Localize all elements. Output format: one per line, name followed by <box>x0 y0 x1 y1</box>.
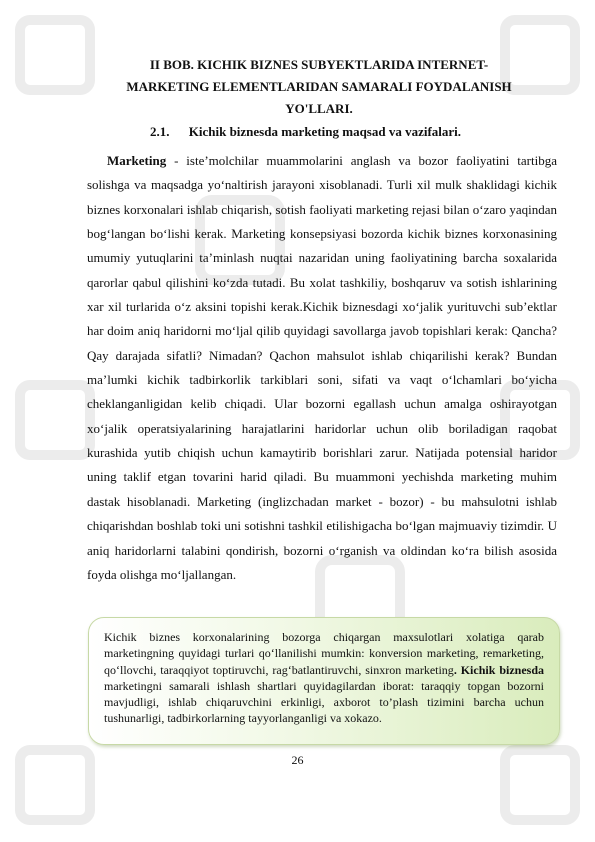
chapter-title-line-3: YO'LLARI. <box>285 101 353 116</box>
body-paragraph <box>87 149 557 587</box>
chapter-title <box>80 54 558 120</box>
callout-text-before: Kichik biznes korxonalarining bozorga chiqargan maxsulotlari xolatiga qarab marketingning quyidagi turlari qo‘llanilishi mumkin: konversion marketing, remarketing, qo‘llovchi, taraqqiyot toptiruvchi, rag‘batlantiruvchi, sinxron marketing <box>104 630 544 677</box>
chapter-title-line-1: II BOB. KICHIK BIZNES SUBYEKTLARIDA INTERNET- <box>149 57 489 72</box>
callout-text <box>104 629 544 727</box>
chapter-title-line-2: MARKETING ELEMENTLARIDAN SAMARALI FOYDALANISH <box>126 79 512 94</box>
section-number: 2.1. <box>150 124 170 139</box>
section-title: Kichik biznesda marketing maqsad va vazifalari. <box>188 124 462 139</box>
callout-bold-text: . Kichik biznesda <box>453 662 544 677</box>
callout-box <box>88 617 560 745</box>
body-paragraph-text: - iste’molchilar muammolarini anglash va bozor faoliyatini tartibga solishga va maqsadga yo‘naltirish jarayoni xisoblanadi. Turli xil mulk shaklidagi kichik biznes korxonalari ishlab chiqarish, sotish faoliyati marketing rejasi bilan o‘zaro yaqindan bog‘langan bo‘lishi kerak. Marketing konsepsiyasi bozorda kichik biznes korxonasining umumiy yutuqlarini ta’minlash nuqtai nazaridan uning faoliyatining barcha soxalarida qarorlar qabul qilishini ko‘zda tutadi. Bu xolat tashkiliy, boshqaruv va sotish ishlarining xar xil turlarida o‘z aksini topishi kerak.Kichik biznesdagi xo‘jalik yurituvchi sub’ektlar har doim aniq haridorni mo‘ljal qilib quyidagi savollarga javob topishlari kerak: Qancha? Qay darajada sifatli? Nimadan? Qachon mahsulot ishlab chiqarilishi kerak? Bundan ma’lumki kichik tadbirkorlik tarkiblari soni, sifati va vaqt o‘lchamlari bo‘yicha cheklanganligidan kelib chiqadi. Ular bozorni egallash uchun amalga oshirayotgan xo‘jalik operatsiyalarining harajatlarini haridorlar uchun olib boriladigan raqobat kurashida yutib chiqish uchun kamaytirib borishlari zarur. Natijada potensial haridor uning taklif etgan tovarini harid qiladi. Bu muammoni yechishda marketing muhim dastak hisoblanadi. Marketing (inglizchadan market - bozor) - bu mahsulotni ishlab chiqarishdan boshlab toki uni sotishni tashkil etilishigacha bo‘lgan majmuaviy tizimdir. U aniq haridorlarni talabini qondirish, bozorni o‘rganish va oldindan ko‘ra bilish asosida foyda olishga mo‘ljallangan. <box>87 153 557 582</box>
callout-text-after: marketingni samarali ishlash shartlari quyidagilardan iborat: taraqqiy topgan bozorni mavjudligi, ishlab chiqaruvchini erkinligi, axborot to’plash tizimini barcha uchun tushunarligi, tadbirkorlarning tayyorlanganligi va xokazo. <box>104 678 544 726</box>
section-heading <box>150 124 461 140</box>
lead-term: Marketing <box>107 153 167 168</box>
page-number: 26 <box>291 753 304 767</box>
